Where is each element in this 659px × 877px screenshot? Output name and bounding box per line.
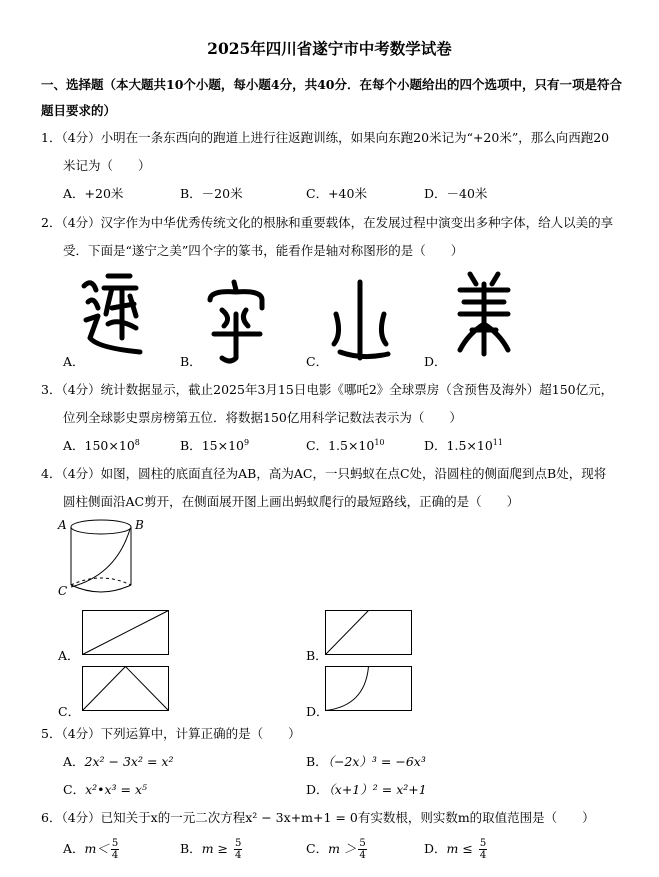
q6-option-b[interactable]: B．m ≥ $\frac{5}{4}$	[180, 838, 242, 861]
q4-option-c[interactable]: C．	[58, 704, 81, 719]
label-b: B	[135, 518, 144, 532]
q1-option-d[interactable]: D．－40米	[424, 186, 488, 201]
label-a: A	[58, 518, 67, 532]
fraction: $\frac{5}{4}$	[479, 838, 487, 861]
q4-option-a[interactable]: A．	[58, 648, 80, 663]
q4-figure-c	[82, 666, 172, 712]
q5-option-d[interactable]: D．（x+1）² = x²+1	[306, 782, 427, 797]
q2-option-d[interactable]: D．	[424, 354, 447, 369]
q6-option-c[interactable]: C．m ＞ $\frac{5}{4}$	[306, 838, 366, 861]
q3-option-a[interactable]: A．$150\times 10^8$	[63, 438, 140, 453]
q4-figure-b	[325, 610, 415, 656]
cylinder-figure	[56, 515, 166, 605]
q3-option-c[interactable]: C．$1.5\times 10^{10}$	[306, 438, 385, 453]
fraction: $\frac{5}{4}$	[234, 838, 242, 861]
q6-line1: 6．（4分）已知关于x的一元二次方程x² − 3x+m+1 = 0有实数根，则实数m的取值范围是（ ）	[41, 810, 595, 825]
seal-mei-icon	[450, 268, 520, 358]
q2-option-b[interactable]: B．	[180, 354, 202, 369]
q6-option-a[interactable]: A．m＜ $\frac{5}{4}$	[63, 838, 119, 861]
section-header: 一、选择题（本大题共10个小题，每小题4分，共40分．在每个小题给出的四个选项中，只有一项是符合题目要求的）	[41, 77, 622, 118]
q6-option-d[interactable]: D．m ≤ $\frac{5}{4}$	[424, 838, 487, 861]
q4-figure-d	[325, 666, 415, 712]
q1-line1: 1．（4分）小明在一条东西向的跑道上进行往返跑训练，如果向东跑20米记为“+20米”，那么向西跑20	[41, 130, 610, 145]
q1-option-c[interactable]: C．+40米	[306, 186, 367, 201]
q4-line2: 圆柱侧面沿AC剪开，在侧面展开图上画出蚂蚁爬行的最短路线，正确的是（ ）	[63, 494, 520, 509]
q5-line1: 5．（4分）下列运算中，计算正确的是（ ）	[41, 726, 301, 741]
q4-option-d[interactable]: D．	[306, 704, 329, 719]
q3-line2: 位列全球影史票房榜第五位．将数据150亿用科学记数法表示为（ ）	[63, 410, 462, 425]
q2-line2: 受．下面是“遂宁之美”四个字的篆书，能看作是轴对称图形的是（ ）	[63, 243, 464, 258]
seal-ning-icon	[202, 278, 272, 368]
seal-sui-icon	[78, 268, 148, 358]
q3-option-b[interactable]: B．$15\times 10^9$	[180, 438, 250, 453]
q1-option-b[interactable]: B．－20米	[180, 186, 243, 201]
q1-line2: 米记为（ ）	[63, 158, 151, 173]
q4-option-b[interactable]: B．	[306, 648, 328, 663]
seal-zhi-icon	[326, 278, 396, 368]
fraction: $\frac{5}{4}$	[359, 838, 366, 861]
q4-figure-a	[82, 610, 172, 656]
q5-option-b[interactable]: B．（−2x）³ = −6x³	[306, 754, 426, 769]
q3-line1: 3．（4分）统计数据显示，截止2025年3月15日电影《哪吒2》全球票房（含预售及海外）超150亿元，	[41, 382, 614, 397]
exam-title: 2025年四川省遂宁市中考数学试卷	[207, 39, 452, 58]
q1-option-a[interactable]: A．+20米	[63, 186, 124, 201]
label-c: C	[58, 584, 68, 598]
q3-option-d[interactable]: D．$1.5\times 10^{11}$	[424, 438, 503, 453]
q5-option-c[interactable]: C．x²•x³ = x⁵	[63, 782, 148, 797]
q2-line1: 2．（4分）汉字作为中华优秀传统文化的根脉和重要载体，在发展过程中演变出多种字体，给人以美的享	[41, 215, 614, 230]
q5-option-a[interactable]: A．2x² − 3x² = x²	[63, 754, 174, 769]
fraction: $\frac{5}{4}$	[111, 838, 119, 861]
q2-option-c[interactable]: C．	[306, 354, 329, 369]
q4-line1: 4．（4分）如图，圆柱的底面直径为AB，高为AC，一只蚂蚁在点C处，沿圆柱的侧面爬到点B处，现将	[41, 466, 607, 481]
q2-option-a[interactable]: A．	[63, 354, 85, 369]
